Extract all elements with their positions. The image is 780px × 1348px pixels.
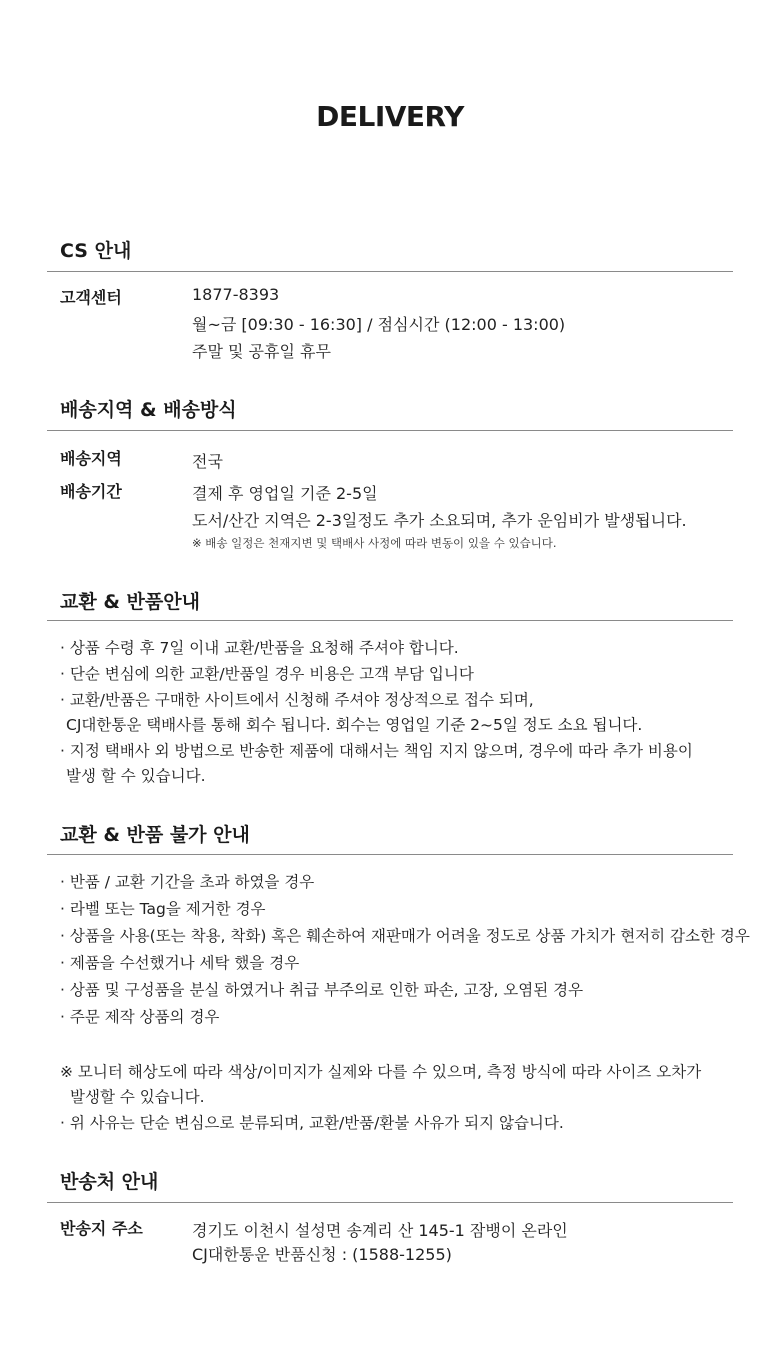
not-allowed-item: · 반품 / 교환 기간을 초과 하였을 경우 <box>60 873 315 891</box>
exchange-item: · 상품 수령 후 7일 이내 교환/반품을 요청해 주셔야 합니다. <box>60 639 459 657</box>
cs-holiday: 주말 및 공휴일 휴무 <box>192 342 331 361</box>
cs-hours: 월~금 [09:30 - 16:30] / 점심시간 (12:00 - 13:00) <box>192 315 566 334</box>
exchange-item: · 지정 택배사 외 방법으로 반송한 제품에 대해서는 책임 지지 않으며, 경우에 따라 추가 비용이 <box>60 742 693 760</box>
not-allowed-item: · 라벨 또는 Tag을 제거한 경우 <box>60 900 266 918</box>
exchange-item-continued: 발생 할 수 있습니다. <box>66 767 206 785</box>
return-divider <box>47 1202 733 1203</box>
monitor-note: ※ 모니터 해상도에 따라 색상/이미지가 실제와 다를 수 있으며, 측정 방식에 따라 사이즈 오차가 <box>60 1063 702 1081</box>
return-address-line1: 경기도 이천시 설성면 송계리 산 145-1 잠뱅이 온라인 <box>192 1221 568 1240</box>
cs-divider <box>47 271 733 272</box>
not-allowed-item: · 상품을 사용(또는 착용, 착화) 혹은 훼손하여 재판매가 어려울 정도로 상품 가치가 현저히 감소한 경우 <box>60 927 750 945</box>
not-allowed-section-title: 교환 & 반품 불가 안내 <box>60 824 250 846</box>
exchange-item: · 단순 변심에 의한 교환/반품일 경우 비용은 고객 부담 입니다 <box>60 665 474 683</box>
page-title: DELIVERY <box>316 100 464 133</box>
return-address-line2: CJ대한통운 반품신청 : (1588-1255) <box>192 1245 452 1264</box>
exchange-item-continued: CJ대한통운 택배사를 통해 회수 됩니다. 회수는 영업일 기준 2~5일 정도 소요 됩니다. <box>66 716 643 734</box>
not-allowed-item: · 주문 제작 상품의 경우 <box>60 1008 220 1026</box>
reason-note: · 위 사유는 단순 변심으로 분류되며, 교환/반품/환불 사유가 되지 않습니다. <box>60 1114 564 1132</box>
not-allowed-item: · 제품을 수선했거나 세탁 했을 경우 <box>60 954 300 972</box>
shipping-period-line1: 결제 후 영업일 기준 2-5일 <box>192 484 378 503</box>
exchange-item: · 교환/반품은 구매한 사이트에서 신청해 주셔야 정상적으로 접수 되며, <box>60 691 534 709</box>
shipping-section-title: 배송지역 & 배송방식 <box>60 399 237 421</box>
exchange-section-title: 교환 & 반품안내 <box>60 591 200 613</box>
cs-section-title: CS 안내 <box>60 240 132 262</box>
return-section-title: 반송처 안내 <box>60 1171 159 1193</box>
shipping-period-label: 배송기간 <box>60 482 122 501</box>
shipping-period-line2: 도서/산간 지역은 2-3일정도 추가 소요되며, 추가 운임비가 발생됩니다. <box>192 511 687 530</box>
shipping-area-label: 배송지역 <box>60 449 122 468</box>
exchange-divider <box>47 620 733 621</box>
return-address-label: 반송지 주소 <box>60 1219 143 1238</box>
shipping-area-value: 전국 <box>192 452 223 471</box>
cs-phone: 1877-8393 <box>192 285 280 304</box>
monitor-note-continued: 발생할 수 있습니다. <box>70 1088 205 1106</box>
not-allowed-divider <box>47 854 733 855</box>
shipping-divider <box>47 430 733 431</box>
cs-center-label: 고객센터 <box>60 288 122 307</box>
shipping-period-note: ※ 배송 일정은 천재지변 및 택배사 사정에 따라 변동이 있을 수 있습니다. <box>192 536 557 550</box>
not-allowed-item: · 상품 및 구성품을 분실 하였거나 취급 부주의로 인한 파손, 고장, 오염된 경우 <box>60 981 584 999</box>
